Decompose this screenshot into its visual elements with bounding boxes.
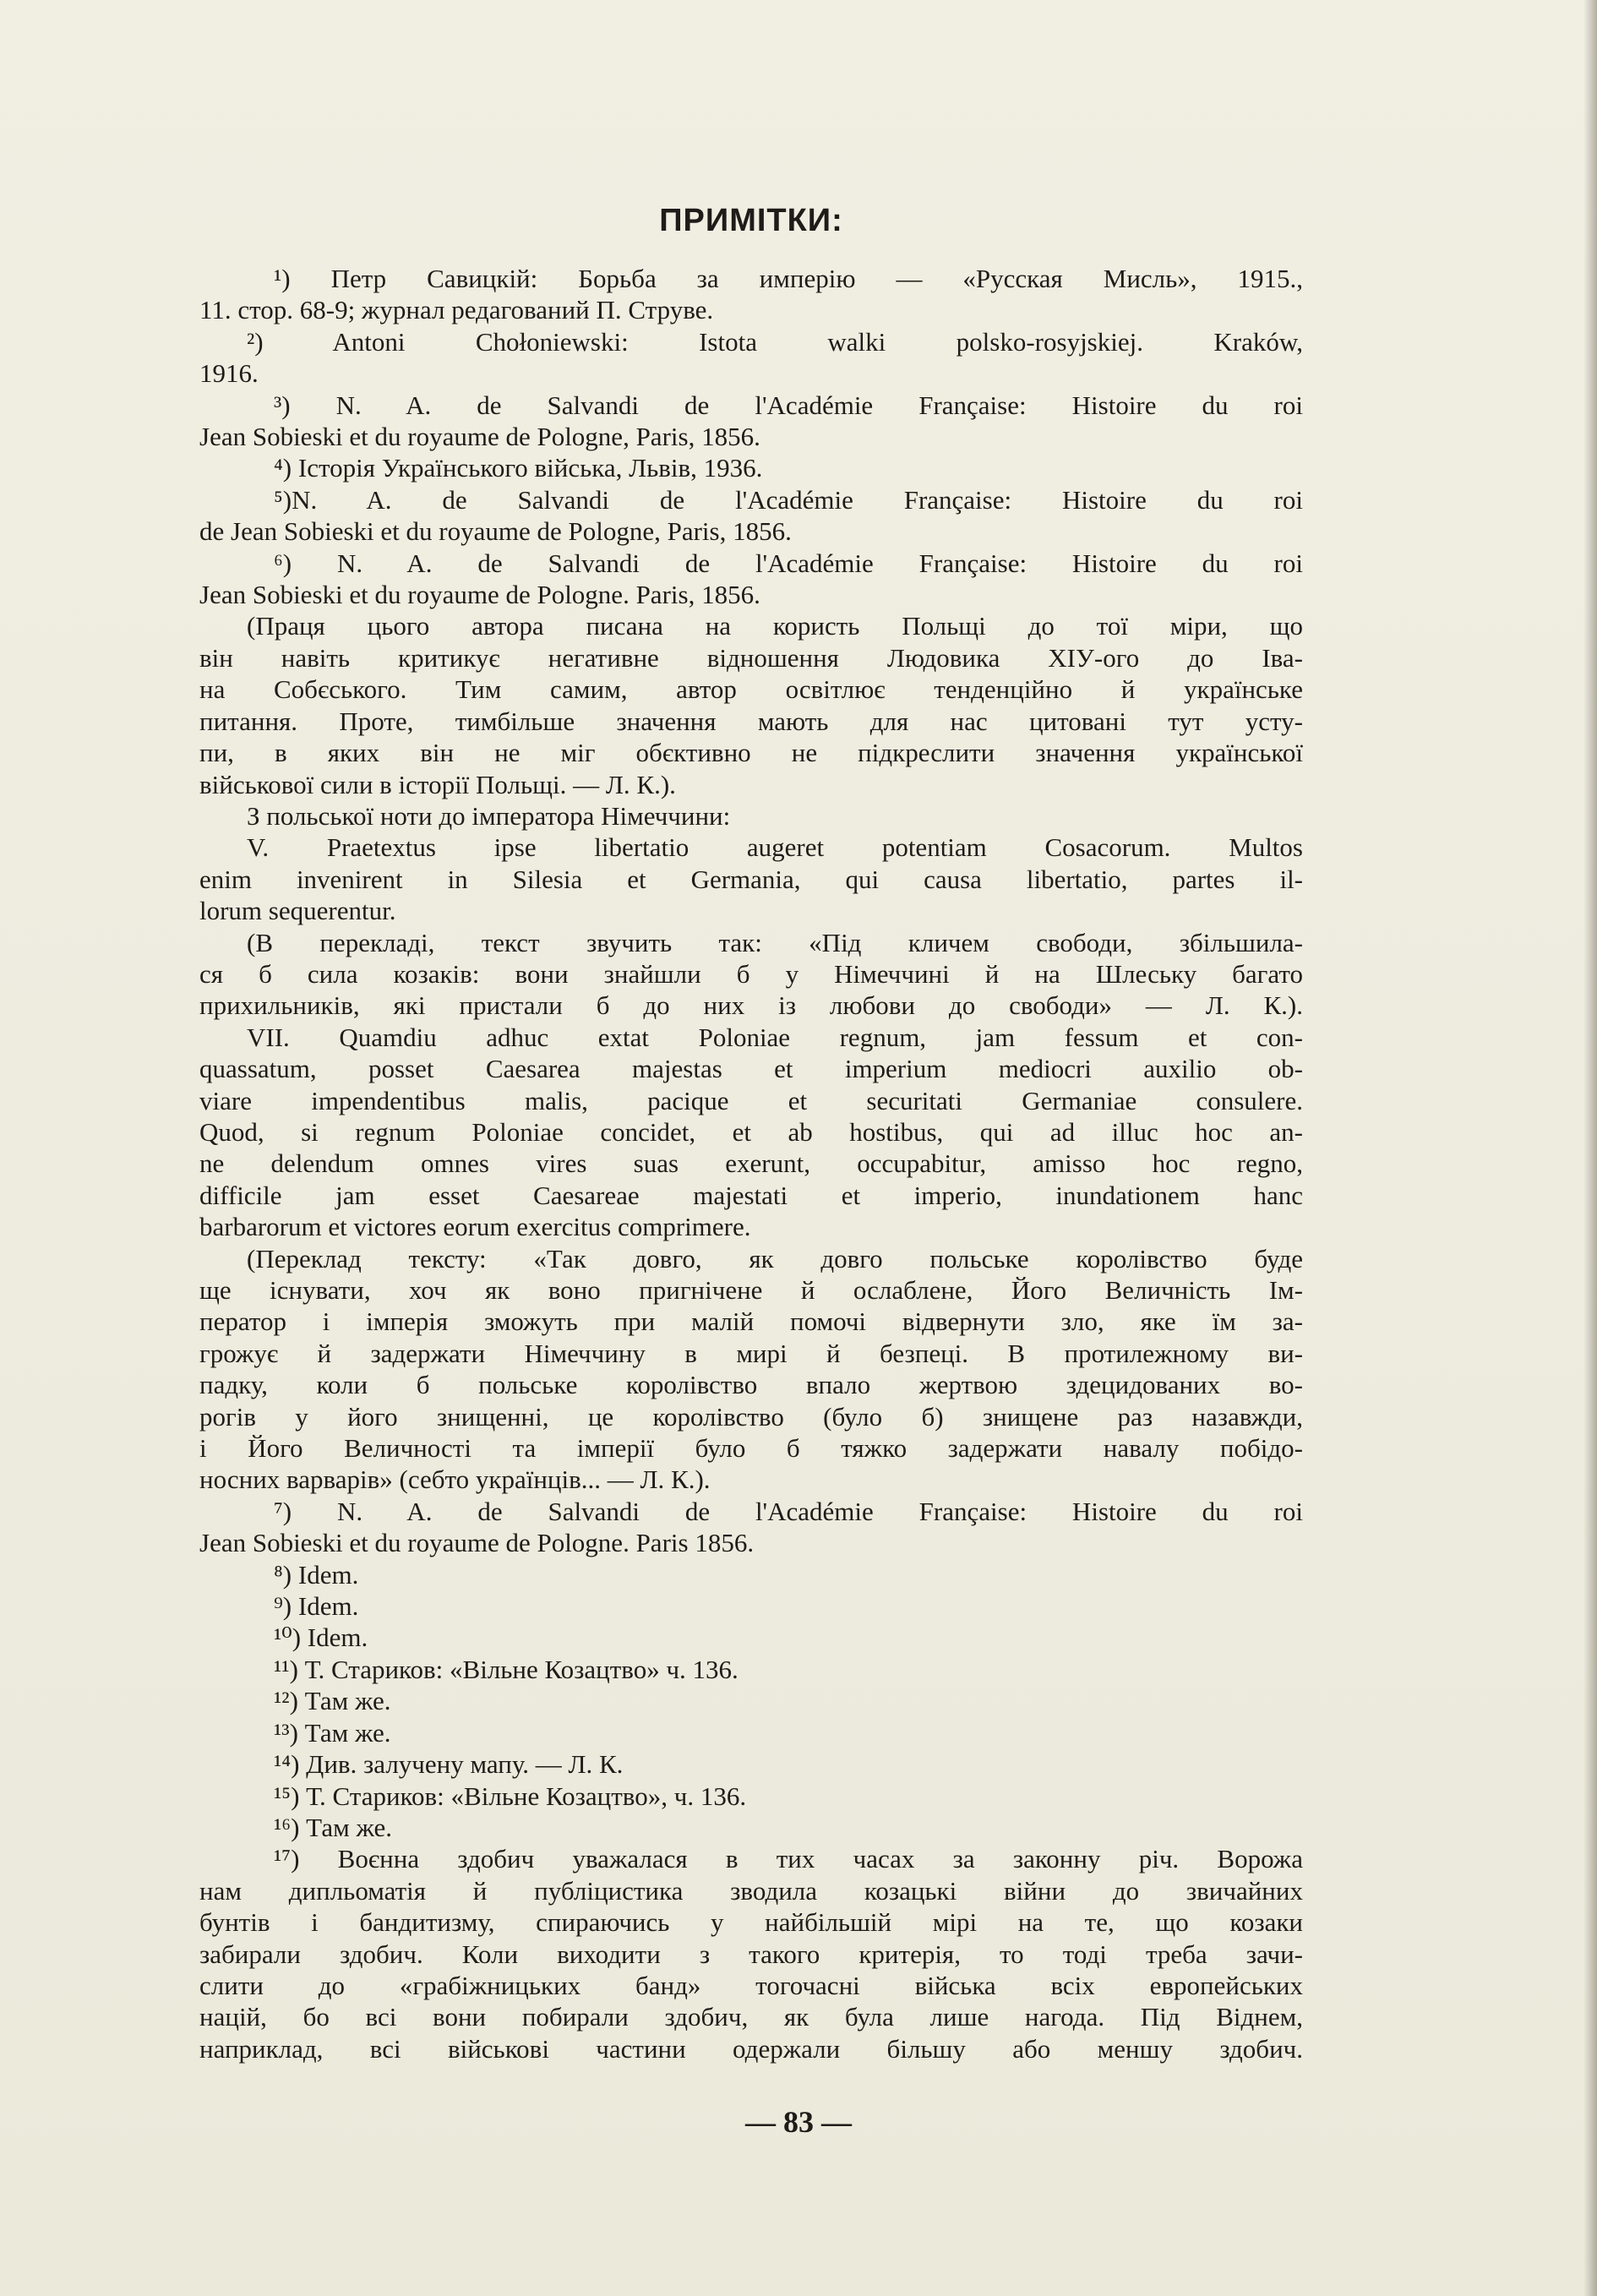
text-line: Quod, si regnum Poloniae concidet, et ab hostibus, qui ad illuc hoc an- xyxy=(199,1116,1303,1147)
text-line: грожує й задержати Німеччину в мирі й безпеці. В протилежному ви- xyxy=(199,1338,1303,1368)
text-line: (Переклад тексту: «Так довго, як довго польське королівство буде xyxy=(247,1243,1303,1273)
text-line: quassatum, posset Caesarea majestas et imperium mediocri auxilio ob- xyxy=(199,1054,1303,1084)
text-line: ¹⁰) Idem. xyxy=(274,1622,368,1653)
page-title: ПРИМІТКИ: xyxy=(659,203,843,238)
text-line: бунтів і бандитизму, спираючись у найбільшій мірі на те, що козаки xyxy=(199,1907,1303,1938)
text-line: Jean Sobieski et du royaume de Pologne, Paris, 1856. xyxy=(199,422,760,452)
text-line: він навіть критикує негативне відношення Людовика XIУ-ого до Іва- xyxy=(199,642,1303,673)
text-line: питання. Проте, тимбільше значення мають для нас цитовані тут усту- xyxy=(199,706,1303,736)
text-line: enim invenirent in Silesia et Germania, qui causa libertatio, partes il- xyxy=(199,864,1303,894)
text-line: Jean Sobieski et du royaume de Pologne. Paris 1856. xyxy=(199,1528,755,1558)
text-line: lorum sequerentur. xyxy=(199,896,396,926)
text-line: ⁴) Історія Українського війська, Львів, 1936. xyxy=(274,453,763,483)
text-line: ¹⁴) Див. залучену мапу. — Л. К. xyxy=(274,1749,624,1780)
text-line: ⁹) Idem. xyxy=(274,1591,359,1622)
text-line: de Jean Sobieski et du royaume de Pologne, Paris, 1856. xyxy=(199,516,792,547)
text-line: на Собєського. Тим самим, автор освітлює тенденційно й українське xyxy=(199,674,1303,705)
text-line: ператор і імперія зможуть при малій помочі відвернути зло, яке їм за- xyxy=(199,1306,1303,1337)
text-line: ¹⁶) Там же. xyxy=(274,1812,392,1842)
text-line: рогів у його знищенні, це королівство (було б) знищене раз назавжди, xyxy=(199,1401,1303,1432)
text-line: прихильників, які пристали б до них із любови до свободи» — Л. К.). xyxy=(199,990,1303,1021)
text-line: (В перекладі, текст звучить так: «Під кличем свободи, збільшила- xyxy=(247,927,1303,957)
text-line: ся б сила козаків: вони знайшли б у Німеччині й на Шлеську багато xyxy=(199,958,1303,989)
text-line: ¹⁵) Т. Стариков: «Вільне Козацтво», ч. 136. xyxy=(274,1781,747,1811)
page-number: — 83 — xyxy=(745,2105,852,2139)
text-line: barbarorum et victores eorum exercitus comprimere. xyxy=(199,1212,751,1242)
text-line: ¹⁷) Воєнна здобич уважалася в тих часах за законну річ. Ворожа xyxy=(274,1844,1303,1874)
text-line: військової сили в історії Польщі. — Л. К.). xyxy=(199,769,676,799)
text-line: difficile jam esset Caesareae majestati et imperio, inundationem hanc xyxy=(199,1180,1303,1210)
notes-content xyxy=(199,203,1303,2064)
text-line: наприклад, всі військові частини одержали більшу або меншу здобич. xyxy=(199,2033,1303,2064)
text-line: ⁶) N. A. de Salvandi de l'Académie Française: Histoire du roi xyxy=(274,548,1303,578)
text-line: і Його Величності та імперії було б тяжко задержати навалу побідо- xyxy=(199,1433,1303,1464)
text-line: націй, бо всі вони побирали здобич, як була лише нагода. Під Віднем, xyxy=(199,2002,1303,2032)
text-line: падку, коли б польське королівство впало жертвою здецидованих во- xyxy=(199,1370,1303,1400)
text-line: 11. стор. 68-9; журнал редагований П. Струве. xyxy=(199,295,714,325)
text-line: viare impendentibus malis, pacique et securitati Germaniae consulere. xyxy=(199,1085,1303,1115)
text-line: ⁷) N. A. de Salvandi de l'Académie Française: Histoire du roi xyxy=(274,1496,1303,1526)
text-line: V. Praetextus ipse libertatio augeret potentiam Cosacorum. Multos xyxy=(247,832,1303,863)
text-line: ²) Antoni Chołoniewski: Istota walki polsko-rosyjskiej. Kraków, xyxy=(247,326,1303,357)
book-spine-shadow xyxy=(1583,0,1597,2296)
text-line: ¹³) Там же. xyxy=(274,1717,391,1748)
text-line: ¹¹) Т. Стариков: «Вільне Козацтво» ч. 136. xyxy=(274,1654,739,1684)
text-line: забирали здобич. Коли виходити з такого критерія, то тоді треба зачи- xyxy=(199,1939,1303,1969)
notes-body xyxy=(199,263,1303,2064)
text-line: ³) N. A. de Salvandi de l'Académie Française: Histoire du roi xyxy=(274,390,1303,420)
text-line: нам дипльоматія й публіцистика зводила козацькі війни до звичайних xyxy=(199,1875,1303,1906)
text-line: ne delendum omnes vires suas exerunt, occupabitur, amisso hoc regno, xyxy=(199,1148,1303,1179)
text-line: ⁸) Idem. xyxy=(274,1559,359,1590)
text-line: 1916. xyxy=(199,358,259,389)
text-line: (Праця цього автора писана на користь Польщі до тої міри, що xyxy=(247,611,1303,641)
text-line: носних варварів» (себто українців... — Л. К.). xyxy=(199,1464,711,1495)
text-line: VII. Quamdiu adhuc extat Poloniae regnum, jam fessum et con- xyxy=(247,1022,1303,1052)
text-line: Jean Sobieski et du royaume de Pologne. Paris, 1856. xyxy=(199,580,760,610)
text-line: З польської ноти до імператора Німеччини: xyxy=(247,800,731,831)
text-line: слити до «грабіжницьких банд» тогочасні війська всіх европейських xyxy=(199,1970,1303,2000)
text-line: пи, в яких він не міг обєктивно не підкреслити значення української xyxy=(199,738,1303,768)
text-line: ¹²) Там же. xyxy=(274,1686,391,1716)
text-line: ⁵)N. A. de Salvandi de l'Académie Française: Histoire du roi xyxy=(274,484,1303,515)
text-line: ще існувати, хоч як воно пригнічене й ослаблене, Його Величність Ім- xyxy=(199,1275,1303,1305)
text-line: ¹) Петр Савицкій: Борьба за имперію — «Русская Мисль», 1915., xyxy=(274,264,1303,293)
